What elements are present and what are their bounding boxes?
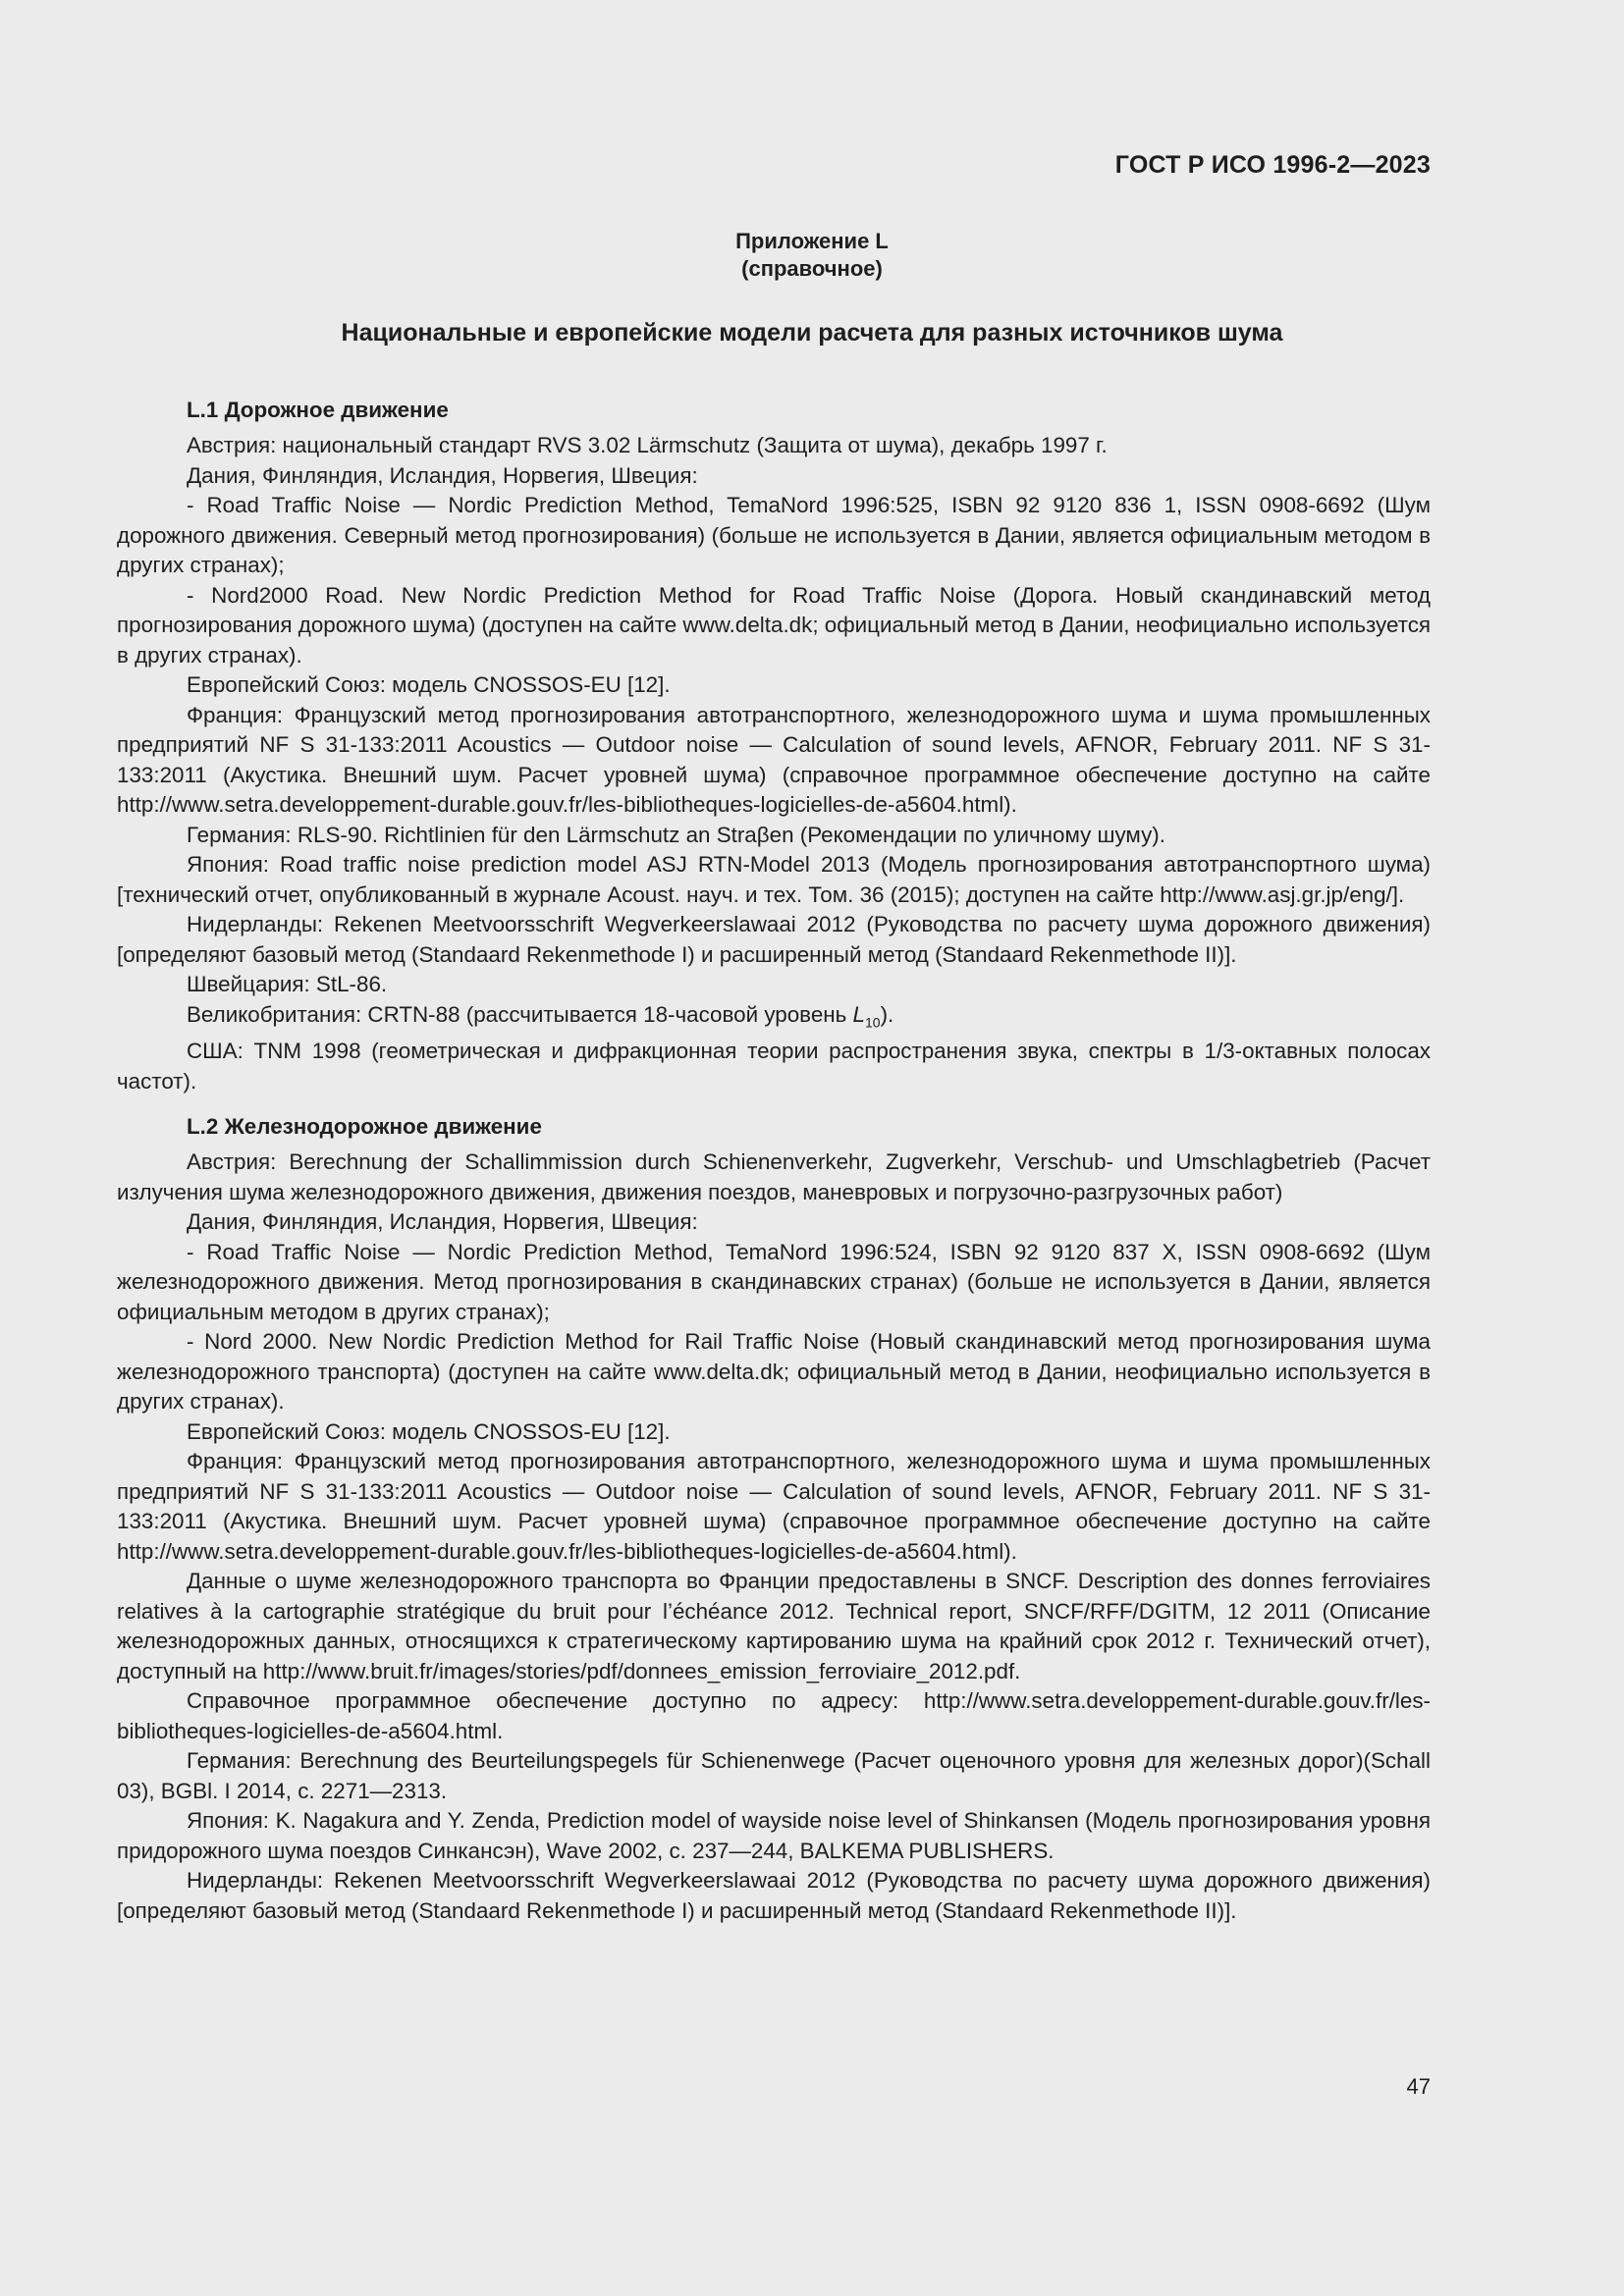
appendix-label: Приложение L bbox=[735, 229, 889, 253]
paragraph: Справочное программное обеспечение доступно по адресу: http://www.setra.developpement-durable.gouv.fr/les-bibliotheques-logicielles-de-a5604.html. bbox=[117, 1688, 1431, 1743]
paragraph: Франция: Французский метод прогнозирования автотранспортного, железнодорожного шума и шума промышленных предприятий NF S 31-133:2011 Acoustics — Outdoor noise — Calculation of sound levels, AFNOR, February 2011. NF S 31-133:2011 (Акустика. Внешний шум. Расчет уровней шума) (справочное программное обеспечение доступно на сайте http://www.setra.developpement-durable.gouv.fr/les-bibliotheques-logicielles-de-a5604.html). bbox=[117, 1449, 1431, 1564]
appendix-title: Национальные и европейские модели расчета для разных источников шума bbox=[341, 319, 1283, 347]
paragraph: Япония: Road traffic noise prediction model ASJ RTN-Model 2013 (Модель прогнозирования автотранспортного шума) [технический отчет, опубликованный в журнале Acoust. науч. и тех. Том. 36 (2015); доступен на сайте http://www.asj.gr.jp/eng/]. bbox=[117, 852, 1431, 907]
paragraph: Европейский Союз: модель CNOSSOS-EU [12]. bbox=[187, 1418, 671, 1444]
paragraph: Австрия: Berechnung der Schallimmission durch Schienenverkehr, Zugverkehr, Verschub- und Umschlagbetrieb (Расчет излучения шума железнодорожного движения, движения поездов, маневровых и погрузочно-разгрузочных работ) bbox=[117, 1149, 1431, 1204]
paragraph: Нидерланды: Rekenen Meetvoorsschrift Wegverkeerslawaai 2012 (Руководства по расчету шума дорожного движения) [определяют базовый метод (Standaard Rekenmethode I) и расширенный метод (Standaard Rekenmethode II)]. bbox=[117, 1868, 1431, 1923]
paragraph: - Road Traffic Noise — Nordic Prediction Method, TemaNord 1996:525, ISBN 92 9120 836 1, ISSN 0908-6692 (Шум дорожного движения. Северный метод прогнозирования) (больше не используется в Дании, является официальным методом в других странах); bbox=[117, 493, 1431, 577]
paragraph-uk bbox=[117, 1000, 1431, 1038]
paragraph: США: TNM 1998 (геометрическая и дифракционная теории распространения звука, спектры в 1/3-октавных полосах частот). bbox=[117, 1039, 1431, 1094]
document-body bbox=[117, 396, 1431, 1926]
level-variable: L bbox=[852, 1001, 865, 1027]
level-subscript: 10 bbox=[864, 1013, 881, 1030]
paragraph: Австрия: национальный стандарт RVS 3.02 Lärmschutz (Защита от шума), декабрь 1997 г. bbox=[187, 433, 1108, 457]
paragraph: - Nord2000 Road. New Nordic Prediction Method for Road Traffic Noise (Дорога. Новый скандинавский метод прогнозирования дорожного шума) (доступен на сайте www.delta.dk; официальный метод в Дании, неофициально используется в других странах). bbox=[117, 582, 1432, 667]
paragraph: Германия: Berechnung des Beurteilungspegels für Schienenwege (Расчет оценочного уровня для железных дорог)(Schall 03), BGBl. I 2014, с. 2271—2313. bbox=[117, 1748, 1431, 1803]
paragraph: Дания, Финляндия, Исландия, Норвегия, Швеция: bbox=[187, 462, 698, 488]
paragraph: Данные о шуме железнодорожного транспорта во Франции предоставлены в SNCF. Description des donnes ferroviaires relatives à la cartographie stratégique du bruit pour l’échéance 2012. Technical report, SNCF/RFF/DGITM, 12 2011 (Описание железнодорожных данных, относящихся к стратегическому картированию шума на крайний срок 2012 г. Технический отчет), доступный на http://www.bruit.fr/images/stories/pdf/donnees_emission_ferroviaire_2012.pdf. bbox=[117, 1569, 1431, 1683]
section-heading-rail: L.2 Железнодорожное движение bbox=[187, 1114, 542, 1140]
uk-suffix: ). bbox=[880, 1001, 894, 1027]
paragraph: - Road Traffic Noise — Nordic Prediction Method, TemaNord 1996:524, ISBN 92 9120 837 X, ISSN 0908-6692 (Шум железнодорожного движения. Метод прогнозирования в скандинавских странах) (больше не используется в Дании, является официальным методом в других странах); bbox=[117, 1239, 1431, 1324]
appendix-type: (справочное) bbox=[741, 256, 883, 281]
uk-prefix: Великобритания: CRTN-88 (рассчитывается 18-часовой уровень bbox=[187, 1001, 853, 1027]
section-heading-road: L.1 Дорожное движение bbox=[187, 398, 449, 422]
paragraph: - Nord 2000. New Nordic Prediction Method for Rail Traffic Noise (Новый скандинавский метод прогнозирования шума железнодорожного транспорта) (доступен на сайте www.delta.dk; официальный метод в Дании, неофициально используется в других странах). bbox=[117, 1329, 1431, 1415]
standard-header: ГОСТ Р ИСО 1996-2—2023 bbox=[1114, 151, 1431, 179]
paragraph: Япония: K. Nagakura and Y. Zenda, Prediction model of wayside noise level of Shinkansen (Модель прогнозирования уровня придорожного шума поездов Синкансэн), Wave 2002, с. 237—244, BALKEMA PUBLISHERS. bbox=[117, 1808, 1431, 1863]
paragraph: Дания, Финляндия, Исландия, Норвегия, Швеция: bbox=[187, 1209, 698, 1235]
page-number: 47 bbox=[1406, 2074, 1431, 2099]
paragraph: Франция: Французский метод прогнозирования автотранспортного, железнодорожного шума и шума промышленных предприятий NF S 31-133:2011 Acoustics — Outdoor noise — Calculation of sound levels, AFNOR, February 2011. NF S 31-133:2011 (Акустика. Внешний шум. Расчет уровней шума) (справочное программное обеспечение доступно на сайте http://www.setra.developpement-durable.gouv.fr/les-bibliotheques-logicielles-de-a5604.html). bbox=[117, 702, 1431, 817]
paragraph: Европейский Союз: модель CNOSSOS-EU [12]. bbox=[187, 672, 671, 697]
paragraph: Германия: RLS-90. Richtlinien für den Lärmschutz an Straβen (Рекомендации по уличному шуму). bbox=[187, 822, 1165, 847]
paragraph: Швейцария: StL-86. bbox=[187, 972, 388, 996]
paragraph: Нидерланды: Rekenen Meetvoorsschrift Wegverkeerslawaai 2012 (Руководства по расчету шума дорожного движения) [определяют базовый метод (Standaard Rekenmethode I) и расширенный метод (Standaard Rekenmethode II)]. bbox=[117, 912, 1431, 967]
appendix-heading bbox=[0, 228, 1624, 283]
